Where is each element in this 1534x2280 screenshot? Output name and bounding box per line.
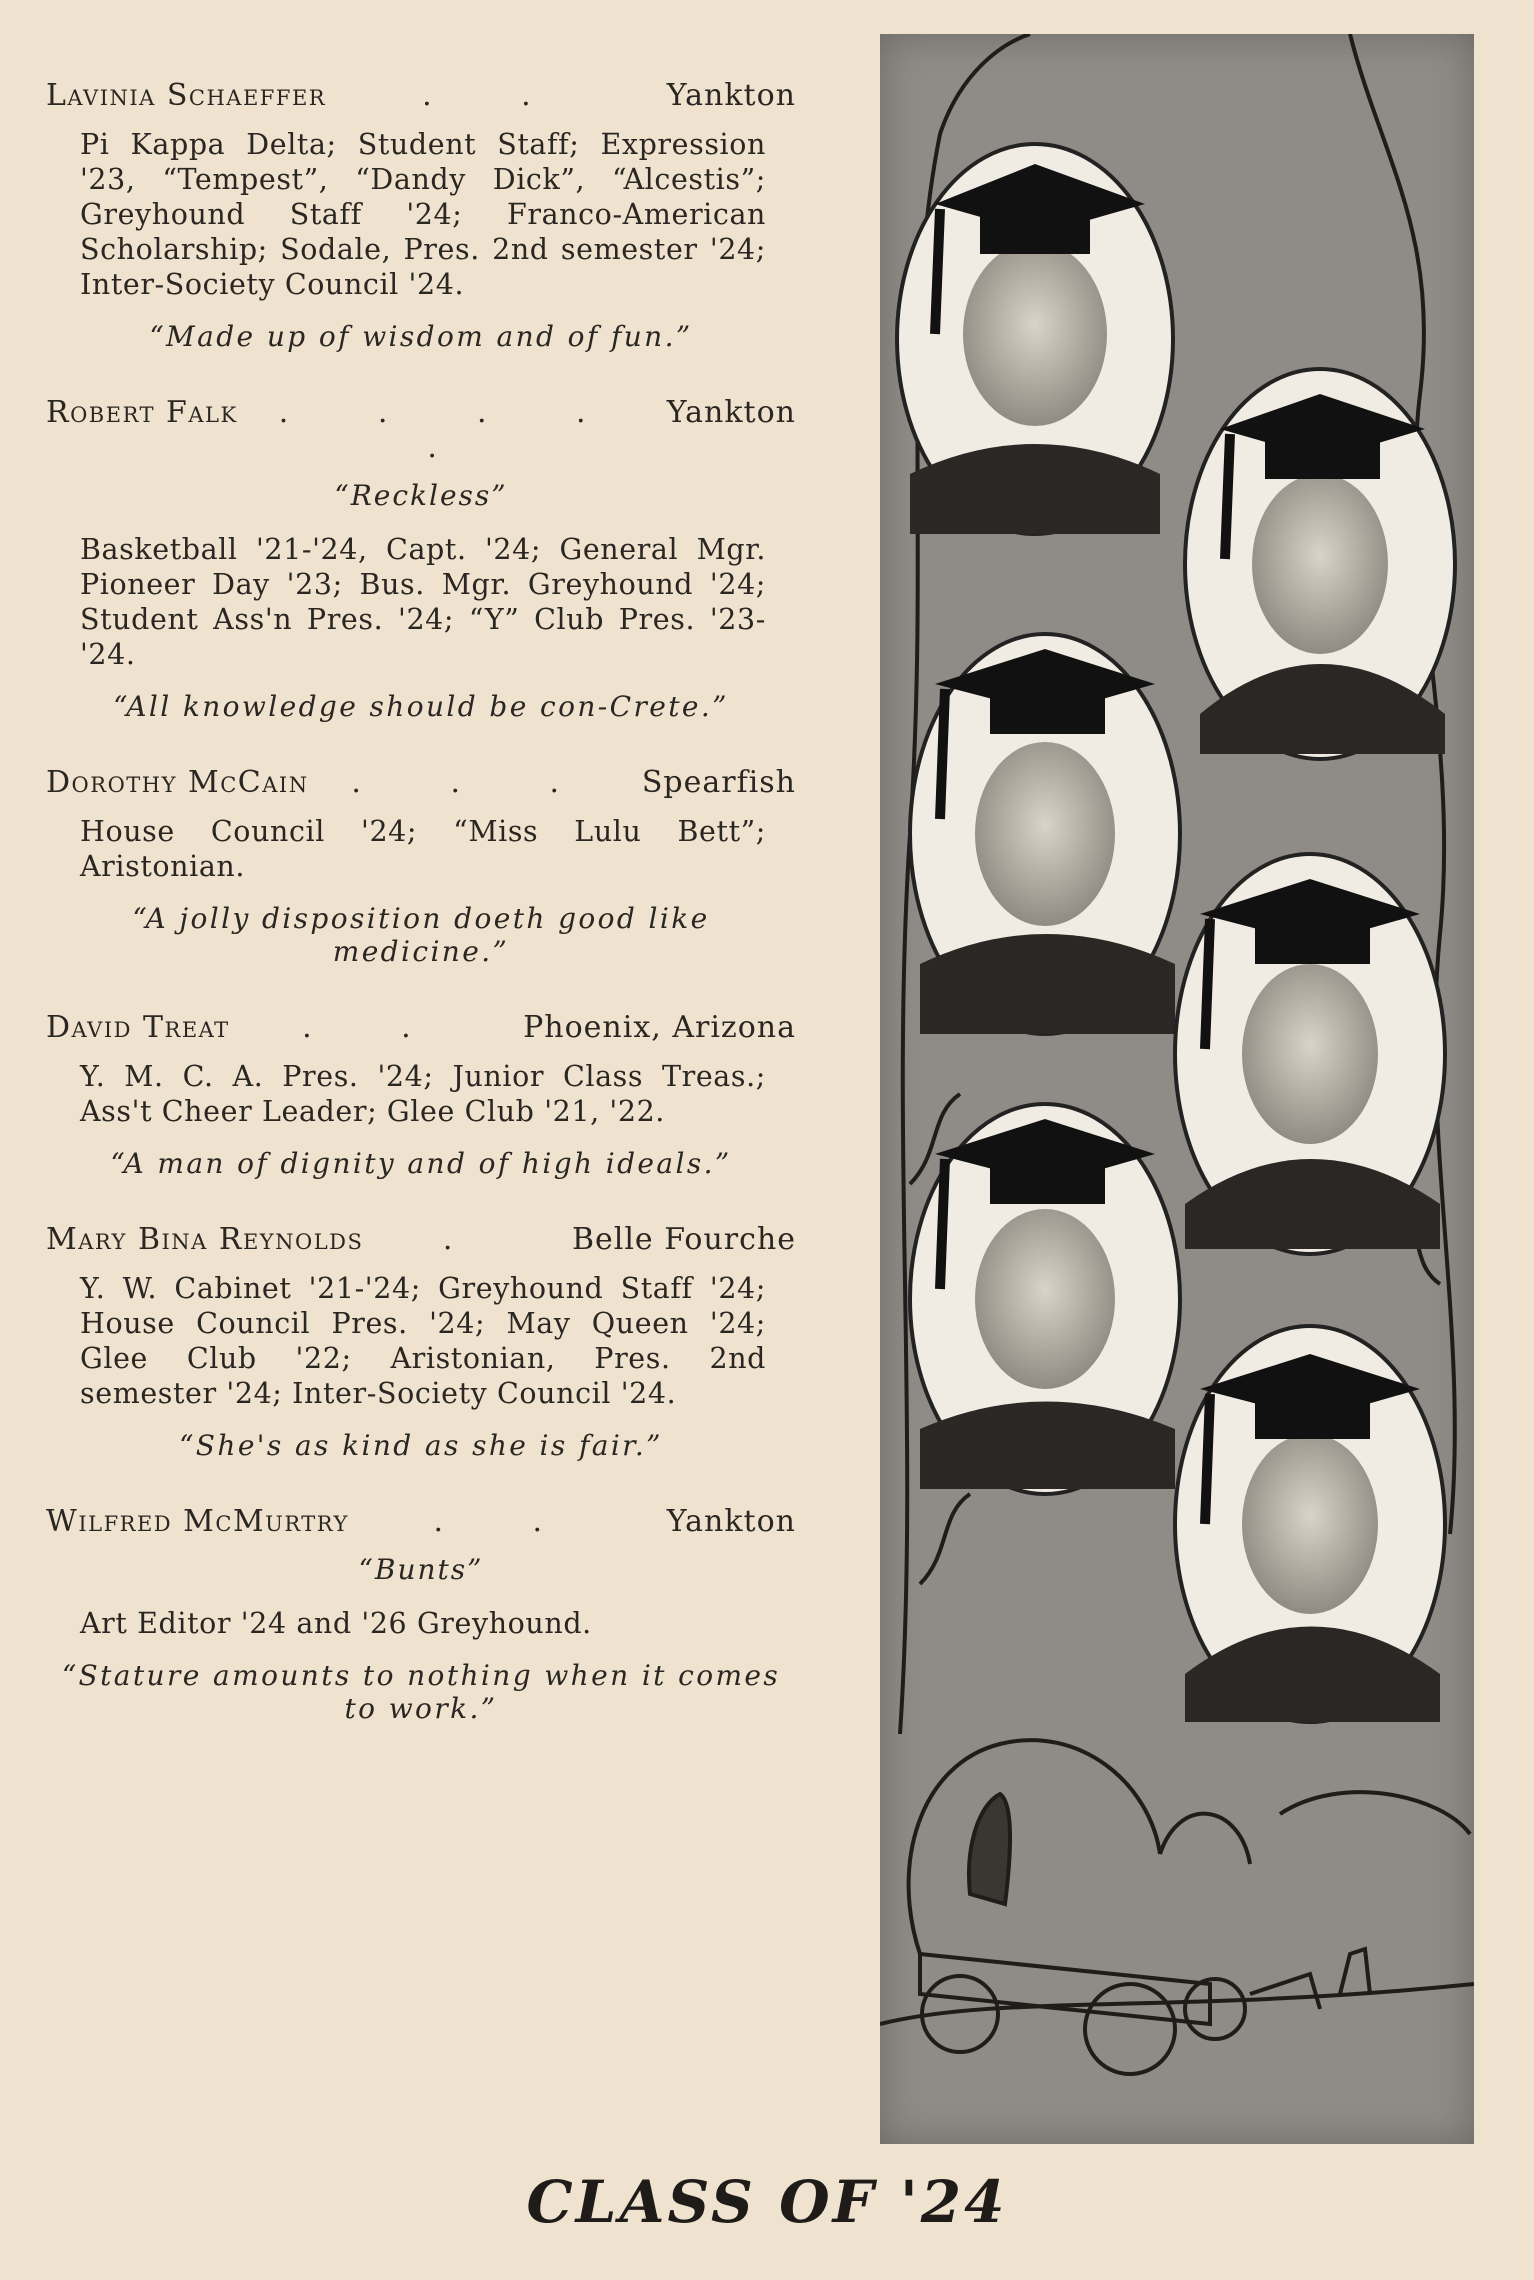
student-name: Dorothy McCain <box>46 765 309 800</box>
hometown: Spearfish <box>641 765 796 800</box>
leader-dots: . . <box>302 1010 451 1045</box>
student-name: Mary Bina Reynolds <box>46 1222 364 1257</box>
page-footer-class-of-24: CLASS OF '24 <box>526 2168 1008 2236</box>
activities: Pi Kappa Delta; Student Staff; Expression '23, “Tempest”, “Dandy Dick”, “Alcestis”; Greyhound Staff '24; Franco-American Scholarship; Sodale, Pres. 2nd semester '24; Inter-Society Council '24. <box>80 128 766 301</box>
entry-mary-bina-reynolds <box>46 1222 796 1462</box>
portrait-illustration <box>880 34 1474 2144</box>
activities: Art Editor '24 and '26 Greyhound. <box>80 1607 592 1640</box>
quote: “A jolly disposition doeth good like medicine.” <box>132 902 710 968</box>
portrait-panel <box>880 34 1474 2144</box>
entry-header <box>46 1504 796 1539</box>
hometown: Belle Fourche <box>571 1222 796 1257</box>
quote: “Stature amounts to nothing when it comes to work.” <box>61 1659 781 1725</box>
portrait-wilfred-mcmurtry <box>1175 1326 1445 1722</box>
entry-robert-falk <box>46 395 796 723</box>
hometown: Phoenix, Arizona <box>523 1010 796 1045</box>
student-name: Wilfred McMurtry <box>46 1504 349 1539</box>
quote: “A man of dignity and of high ideals.” <box>110 1147 732 1180</box>
nickname: “Bunts” <box>358 1553 484 1586</box>
hometown: Yankton <box>666 1504 796 1539</box>
hometown: Yankton <box>666 395 796 430</box>
quote: “She's as kind as she is fair.” <box>179 1429 663 1462</box>
leader-dots: . . <box>433 1504 583 1539</box>
hometown: Yankton <box>666 78 796 113</box>
covered-wagon-drawing <box>880 1740 1474 2074</box>
activities: Y. M. C. A. Pres. '24; Junior Class Treas.; Ass't Cheer Leader; Glee Club '21, '22. <box>80 1060 766 1128</box>
leader-dots: . . . <box>351 765 600 800</box>
nickname: “Reckless” <box>334 479 508 512</box>
portrait-robert-falk <box>1185 369 1455 759</box>
activities: Basketball '21-'24, Capt. '24; General Mgr. Pioneer Day '23; Bus. Mgr. Greyhound '24; Student Ass'n Pres. '24; “Y” Club Pres. '23-'24. <box>80 533 766 671</box>
entry-dorothy-mccain <box>46 765 796 968</box>
activities: Y. W. Cabinet '21-'24; Greyhound Staff '24; House Council Pres. '24; May Queen '24; Glee Club '22; Aristonian, Pres. 2nd semester '24; Inter-Society Council '24. <box>80 1272 766 1410</box>
entry-lavinia-schaeffer <box>46 78 796 353</box>
student-name: Lavinia Schaeffer <box>46 78 327 113</box>
student-name: Robert Falk <box>46 395 238 430</box>
entry-header <box>46 765 796 800</box>
entry-header <box>46 78 796 113</box>
portrait-david-treat <box>1175 854 1445 1254</box>
student-name: David Treat <box>46 1010 230 1045</box>
entry-header <box>46 1010 796 1045</box>
entry-david-treat <box>46 1010 796 1180</box>
leader-dots: . . <box>422 78 571 113</box>
leader-dots: . <box>442 1222 493 1257</box>
portrait-lavinia-schaeffer <box>897 144 1173 534</box>
entry-header <box>46 1222 796 1257</box>
portrait-mary-bina-reynolds <box>910 1104 1180 1494</box>
activities: House Council '24; “Miss Lulu Bett”; Aristonian. <box>80 815 766 883</box>
senior-entries <box>46 78 796 1767</box>
entry-wilfred-mcmurtry <box>46 1504 796 1725</box>
leader-dots: . . . . . <box>278 395 626 465</box>
quote: “All knowledge should be con-Crete.” <box>113 690 729 723</box>
entry-header <box>46 395 796 465</box>
quote: “Made up of wisdom and of fun.” <box>149 320 693 353</box>
portrait-dorothy-mccain <box>910 634 1180 1034</box>
